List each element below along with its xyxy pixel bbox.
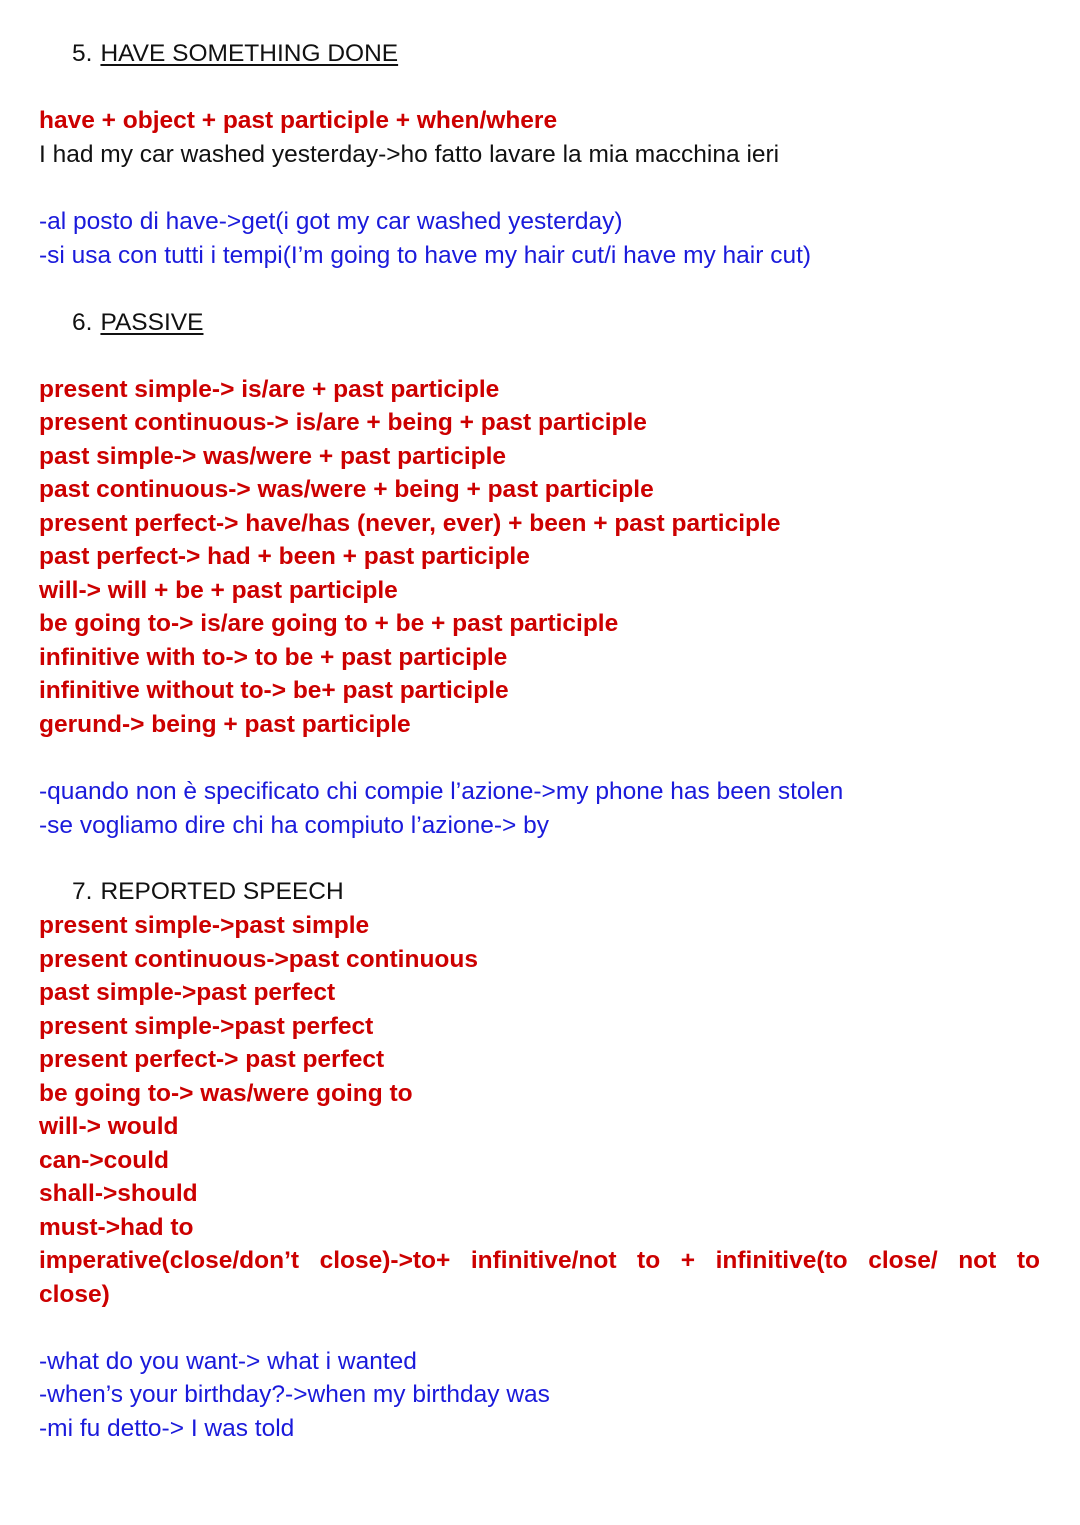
note-line: -mi fu detto-> I was told [39, 1415, 295, 1442]
section-heading-reported-speech [72, 875, 1040, 909]
section-heading-have-something-done [72, 37, 1040, 71]
rule-line: present perfect-> past perfect [39, 1046, 385, 1073]
note-line: -se vogliamo dire chi ha compiuto l’azione-> by [39, 812, 549, 839]
section-heading-passive [72, 306, 1040, 340]
rule-line: have + object + past participle + when/where [39, 107, 558, 134]
rule-line: must->had to [39, 1214, 194, 1241]
rule-line: past simple->past perfect [39, 979, 336, 1006]
rule-line: past continuous-> was/were + being + past participle [39, 476, 654, 503]
rule-line: gerund-> being + past participle [39, 711, 411, 738]
rule-line: be going to-> is/are going to + be + past participle [39, 610, 619, 637]
section-number: 6. [72, 309, 93, 336]
rule-line: can->could [39, 1147, 170, 1174]
note-line: -al posto di have->get(i got my car washed yesterday) [39, 208, 623, 235]
rule-line: present continuous->past continuous [39, 946, 478, 973]
section-number: 7. [72, 878, 93, 905]
example-line: I had my car washed yesterday->ho fatto lavare la mia macchina ieri [39, 141, 780, 168]
rule-line: infinitive without to-> be+ past participle [39, 677, 509, 704]
rule-line-imperative: imperative(close/don’t close)->to+ infinitive/not to + infinitive(to close/ not to close) [39, 1247, 1040, 1308]
note-line: -quando non è specificato chi compie l’azione->my phone has been stolen [39, 778, 844, 805]
rule-line: past simple-> was/were + past participle [39, 443, 507, 470]
rule-line: present continuous-> is/are + being + past participle [39, 409, 647, 436]
note-line: -si usa con tutti i tempi(I’m going to have my hair cut/i have my hair cut) [39, 242, 812, 269]
rule-line: present simple->past simple [39, 912, 370, 939]
rule-line: present perfect-> have/has (never, ever) + been + past participle [39, 510, 781, 537]
rule-line: will-> will + be + past participle [39, 577, 398, 604]
rule-line: present simple-> is/are + past participle [39, 376, 500, 403]
rule-line: will-> would [39, 1113, 179, 1140]
section-number: 5. [72, 40, 93, 67]
section-title: REPORTED SPEECH [100, 878, 344, 905]
rule-line: past perfect-> had + been + past participle [39, 543, 530, 570]
note-line: -what do you want-> what i wanted [39, 1348, 417, 1375]
rule-line: be going to-> was/were going to [39, 1080, 413, 1107]
rule-line: infinitive with to-> to be + past participle [39, 644, 508, 671]
rule-line: shall->should [39, 1180, 198, 1207]
rule-line: present simple->past perfect [39, 1013, 374, 1040]
section-title: PASSIVE [100, 309, 204, 336]
note-line: -when’s your birthday?->when my birthday was [39, 1381, 550, 1408]
section-title: HAVE SOMETHING DONE [100, 40, 399, 67]
